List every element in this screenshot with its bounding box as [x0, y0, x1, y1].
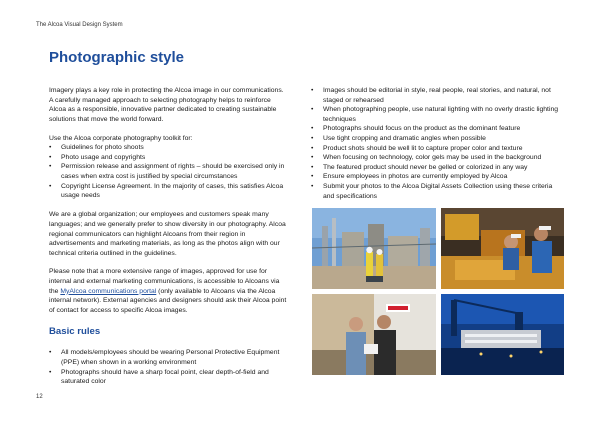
basic-rules-heading: Basic rules	[49, 326, 101, 338]
guideline-item: • Submit your photos to the Alcoa Digital Assets Collection using these criteria and specifications	[311, 182, 561, 201]
photo-port-dusk	[441, 294, 564, 375]
equipment-image	[441, 208, 564, 289]
toolkit-item: • Permission release and assignment of rights – should be exercised only in cases when extra cost is justified by special circumstances	[49, 162, 289, 181]
basic-rules-list	[49, 348, 289, 386]
people-image	[312, 294, 436, 375]
portal-text-before: Please note that a more extensive range of images, approved for use for internal and external marketing communications, is accessible to Alcoans via the	[49, 268, 280, 295]
guideline-item: • Ensure employees in photos are currently employed by Alcoa	[311, 172, 561, 182]
toolkit-intro: Use the Alcoa corporate photography toolkit for:	[49, 134, 193, 142]
toolkit-item: • Copyright License Agreement. In the majority of cases, this satisfies Alcoa usage needs	[49, 182, 289, 201]
photo-equipment-workers	[441, 208, 564, 289]
portal-paragraph	[49, 267, 289, 315]
photo-people-certificate	[312, 294, 436, 375]
guideline-item: • Use tight cropping and dramatic angles when possible	[311, 134, 561, 144]
port-image	[441, 294, 564, 375]
right-column-list	[311, 86, 561, 201]
basic-rule-item: • Photographs should have a sharp focal point, clear depth-of-field and saturated color	[49, 368, 289, 387]
toolkit-item: • Guidelines for photo shoots	[49, 143, 289, 153]
myalcoa-portal-link[interactable]: MyAlcoa communications portal	[60, 287, 157, 295]
page-title: Photographic style	[49, 49, 185, 66]
guideline-item: • Photographs should focus on the product as the dominant feature	[311, 124, 561, 134]
global-paragraph: We are a global organization; our employees and customers speak many languages; and we generally prefer to show diversity in our photography. Alcoa regional communicators can highlight Alcoans from their region in advertisements and marketing materials, as long as the photos align with our technical criteria outlined in the guidelines.	[49, 211, 286, 257]
basic-rule-item: • All models/employees should be wearing Personal Protective Equipment (PPE) when shown in a working environment	[49, 348, 289, 367]
guideline-item: • When focusing on technology, color gels may be used in the background	[311, 153, 561, 163]
toolkit-list	[49, 143, 289, 201]
refinery-image	[312, 208, 436, 289]
guideline-item: • Images should be editorial in style, real people, real stories, and natural, not staged or rehearsed	[311, 86, 561, 105]
left-column	[49, 86, 289, 396]
portal-text-after: (only available to Alcoans via the Alcoa internal network). External agencies and designers should ask their Alcoa point of contact for access to specific Alcoa images.	[49, 287, 287, 314]
guideline-item: • Product shots should be well lit to capture proper color and texture	[311, 144, 561, 154]
guideline-item: • When photographing people, use natural lighting with no overly drastic lighting techniques	[311, 105, 561, 124]
toolkit-item: • Photo usage and copyrights	[49, 153, 289, 163]
intro-paragraph: Imagery plays a key role in protecting the Alcoa image in our communications. A carefully managed approach to selecting photography helps to reinforce Alcoa as a responsible, innovative partner dedicated to creating sustainable solutions that move the world forward.	[49, 87, 284, 123]
guideline-item: • The featured product should never be gelled or colorized in any way	[311, 163, 561, 173]
running-header: The Alcoa Visual Design System	[36, 22, 123, 28]
page-number: 12	[36, 394, 43, 400]
photo-refinery-workers	[312, 208, 436, 289]
